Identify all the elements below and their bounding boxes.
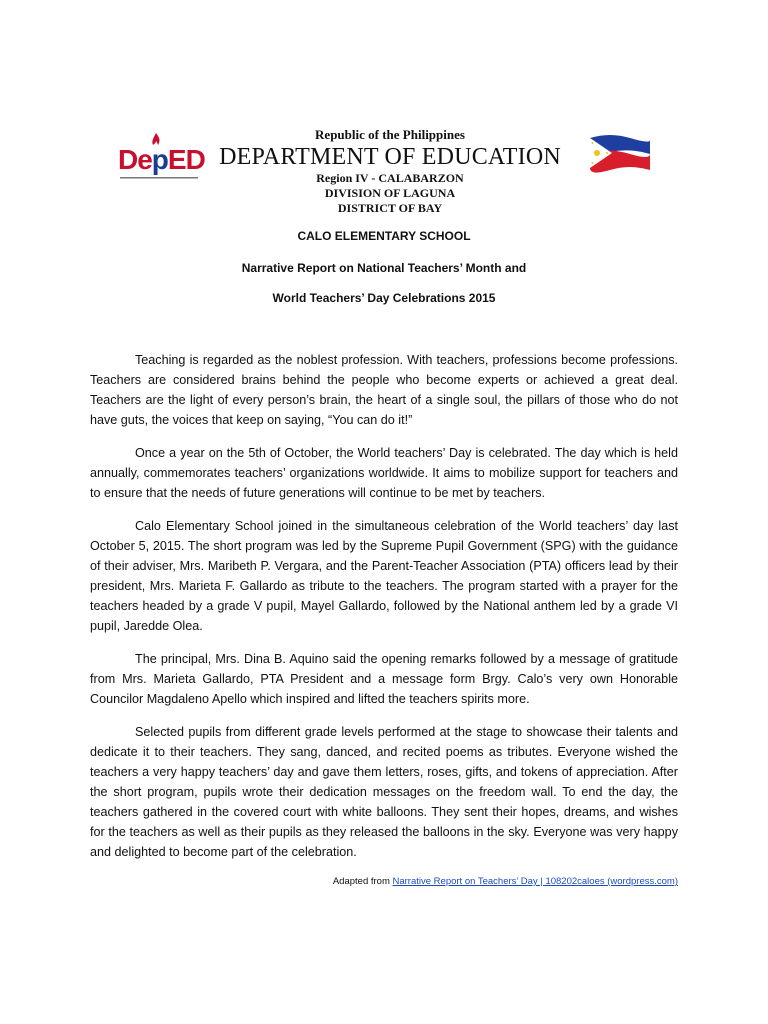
deped-logo: [118, 132, 203, 182]
paragraph: Selected pupils from different grade levels performed at the stage to showcase their talents and dedicate it to their teachers. They sang, danced, and recited poems as tributes. Everyone wished the teachers a very happy teachers’ day and gave them letters, roses, gifts, and tokens of appreciation. After the short program, pupils wrote their dedication messages on the freedom wall. To end the day, the teachers gathered in the covered court with white balloons. They sent their hopes, dreams, and wishes for the teachers as well as their pupils as they released the balloons in the sky. Everyone was very happy and delighted to become part of the celebration.: [90, 725, 678, 859]
department-heading: DEPARTMENT OF EDUCATION: [219, 144, 561, 170]
school-name: CALO ELEMENTARY SCHOOL: [297, 229, 471, 243]
report-title-line-1: Narrative Report on National Teachers’ Month and: [241, 261, 527, 275]
source-link[interactable]: Narrative Report on Teachers’ Day | 108202caloes (wordpress.com): [392, 876, 678, 887]
paragraph: Calo Elementary School joined in the simultaneous celebration of the World teachers’ day last October 5, 2015. The short program was led by the Supreme Pupil Government (SPG) with the guidance of their adviser, Mrs. Maribeth P. Vergara, and the Parent-Teacher Association (PTA) officers lead by their president, Mrs. Marieta F. Gallardo as tribute to the teachers. The program started with a prayer for the teachers headed by a grade V pupil, Mayel Gallardo, followed by the National anthem led by a grade VI pupil, Jaredde Olea.: [90, 519, 678, 633]
letterhead: [0, 118, 768, 228]
source-attribution: [333, 876, 678, 887]
report-body: [90, 350, 678, 875]
letterhead-text: [200, 118, 580, 216]
district-heading: DISTRICT OF BAY: [337, 201, 443, 215]
logo-tagline-mark: [120, 176, 200, 180]
attribution-prefix: Adapted from: [332, 876, 393, 887]
division-heading: DIVISION OF LAGUNA: [324, 186, 456, 200]
paragraph: Teaching is regarded as the noblest profession. With teachers, professions become professions. Teachers are considered brains behind the people who become experts or achieved a great deal. Teachers are the light of every person’s brain, the heart of a single soul, the pillars of those who do not have guts, the voices that keep on saying, “You can do it!”: [90, 353, 678, 427]
republic-heading: Republic of the Philippines: [315, 127, 465, 142]
paragraph: The principal, Mrs. Dina B. Aquino said the opening remarks followed by a message of gratitude from Mrs. Marieta Gallardo, PTA President and a message form Brgy. Calo’s very own Honorable Councilor Magdaleno Apello which inspired and lifted the teachers spirits more.: [90, 652, 678, 706]
region-heading: Region IV - CALABARZON: [316, 171, 464, 185]
report-title-line-2: World Teachers’ Day Celebrations 2015: [272, 291, 496, 305]
paragraph: Once a year on the 5th of October, the World teachers’ Day is celebrated. The day which is held annually, commemorates teachers’ organizations worldwide. It aims to mobilize support for teachers and to ensure that the needs of future generations will continue to be met by teachers.: [90, 446, 678, 500]
philippine-flag-icon: [586, 132, 654, 176]
deped-logo-wordmark: DepED: [118, 144, 205, 175]
